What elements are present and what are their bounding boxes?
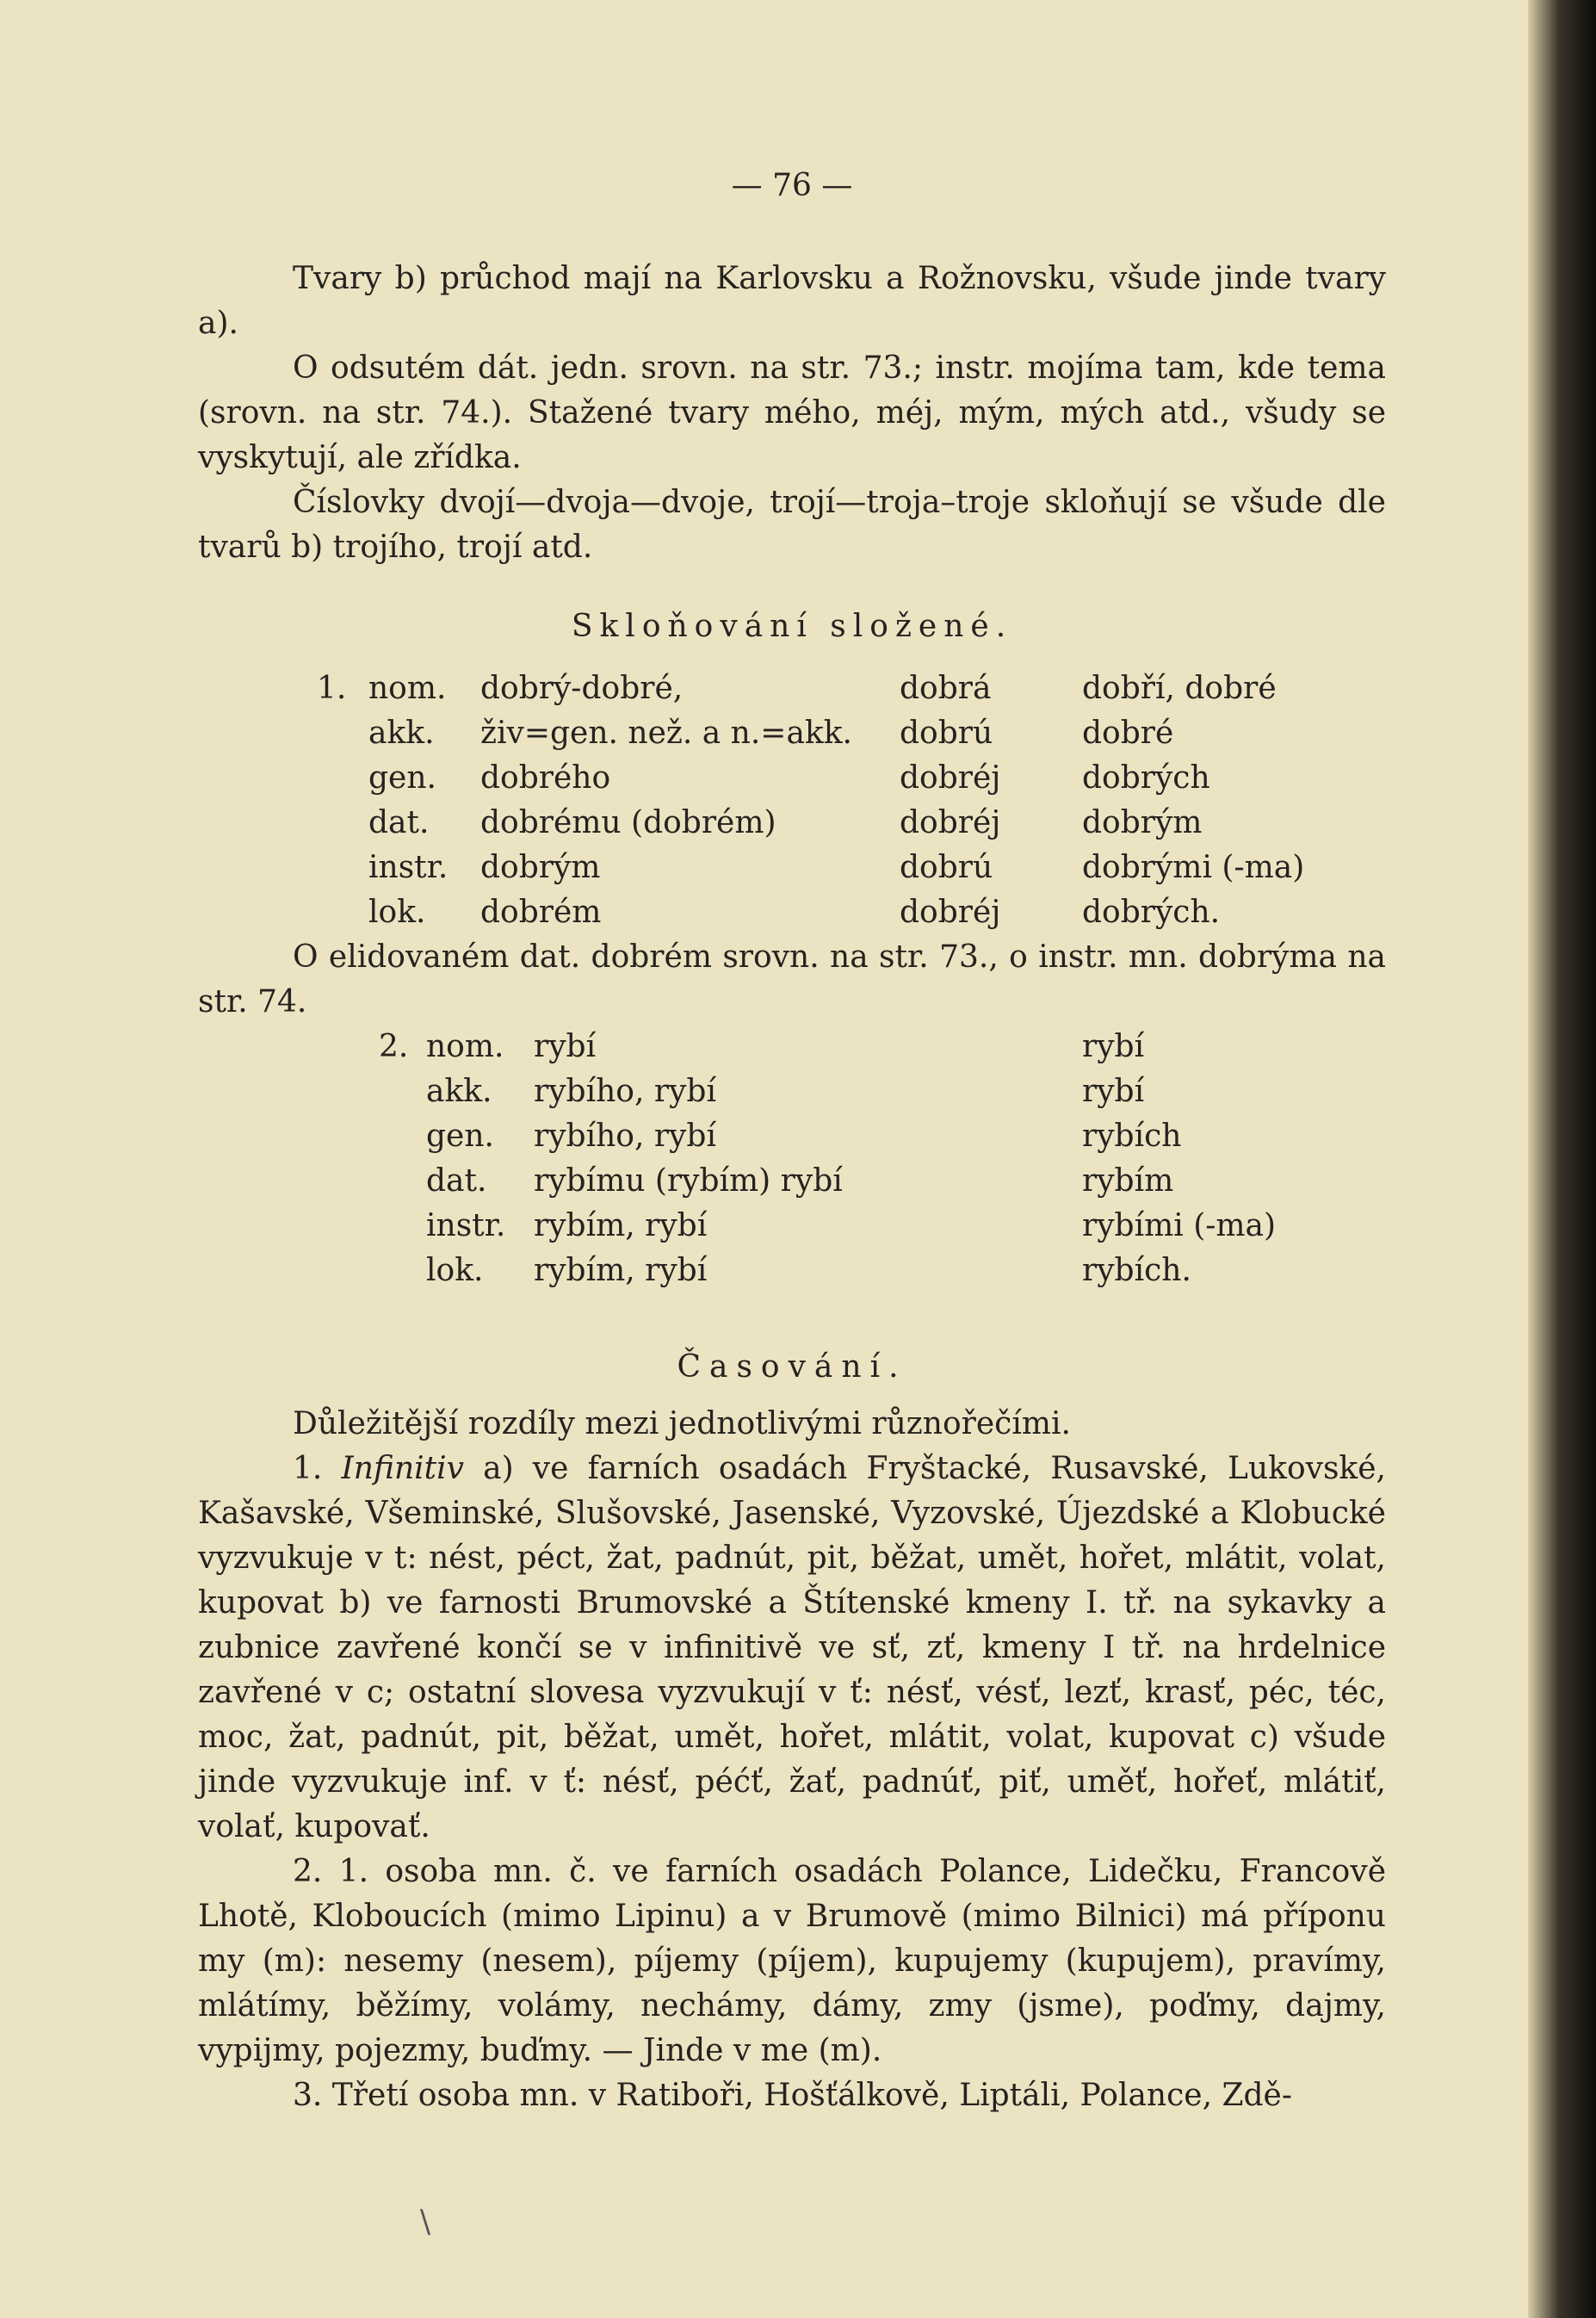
form-plural: dobré — [1082, 716, 1174, 751]
paragraph-infinitive-text: a) ve farních osadách Fryštacké, Rusavské, Lukovské, Kašavské, Všeminské, Slušovské, Jasenské, Vyzovské, Újezdské a Klobucké vyzvukuje v t: nést, péct, žat, padnút, pit, běžat, umět, hořet, mlátit, volat, kupovat b) ve farnosti Brumovské a Štítenské kmeny I. tř. na sykavky a zubnice zavřené končí se v infinitivě ve sť, zť, kmeny I tř. na hrdelnice zavřené v c; ostatní slovesa vyzvukují v ť: nésť, vésť, lezť, krasť, péc, téc, moc, žat, padnút, pit, běžat, umět, hořet, mlátit, volat, kupovat c) všude jinde vyzvukuje inf. v ť: nésť, péćť, žať, padnúť, piť, uměť, hořeť, mlátiť, volať, kupovať. — [198, 1451, 1386, 1844]
form-plural: dobrými (-ma) — [1082, 850, 1305, 885]
form-singular: rybího, rybí — [534, 1074, 716, 1109]
paragraph-first-person-plural: 2. 1. osoba mn. č. ve farních osadách Polance, Lidečku, Francově Lhotě, Kloboucích (mimo Lipinu) a v Brumově (mimo Bilnici) má příponu my (m): nesemy (nesem), píjemy (píjem), kupujemy (kupujem), pravímy, mlátímy, běžímy, volámy, nechámy, dámy, zmy (jsme), poďmy, dajmy, vypijmy, pojezmy, buďmy. — Jinde v me (m). — [198, 1854, 1386, 2068]
form-singular: rybím, rybí — [534, 1208, 708, 1243]
row-number: 1. — [317, 671, 347, 706]
declension-row — [379, 1114, 1276, 1159]
margin-mark: \ — [420, 2204, 431, 2240]
form-masculine: dobrém — [480, 895, 602, 930]
intro-paragraph-2: O odsutém dát. jedn. srovn. na str. 73.; instr. mojíma tam, kde tema (srovn. na str. 74.). Stažené tvary mého, méj, mým, mých atd., všudy se vyskytují, ale zřídka. — [198, 350, 1386, 475]
form-singular: rybím, rybí — [534, 1253, 708, 1288]
intro-paragraph-3: Číslovky dvojí—dvoja—dvoje, trojí—troja–troje skloňují se všude dle tvarů b) trojího, trojí atd. — [198, 485, 1386, 565]
form-plural: rybích — [1082, 1119, 1182, 1154]
paragraph-infinitive — [198, 1447, 1386, 1850]
row-number — [317, 846, 368, 890]
form-feminine: dobrá — [900, 671, 992, 706]
case-label: lok. — [368, 895, 426, 930]
form-masculine: dobrý-dobré, — [480, 671, 684, 706]
form-singular: rybí — [534, 1029, 597, 1064]
text-block — [198, 164, 1386, 2118]
form-feminine: dobrú — [900, 850, 993, 885]
row-number — [317, 711, 368, 756]
form-feminine: dobréj — [900, 805, 1001, 840]
row-number: 2. — [379, 1029, 409, 1064]
form-plural: dobrých. — [1082, 895, 1221, 930]
declension-row — [317, 846, 1304, 890]
book-binding-shadow — [1528, 0, 1596, 2318]
form-plural: rybí — [1082, 1074, 1145, 1109]
form-plural: dobrých — [1082, 760, 1210, 796]
case-label: dat. — [426, 1163, 487, 1199]
declension-row — [317, 801, 1304, 846]
case-label: nom. — [426, 1029, 504, 1064]
case-label: instr. — [368, 850, 448, 885]
declension-row — [317, 756, 1304, 801]
form-masculine: dobrého — [480, 760, 611, 796]
term-infinitiv: Infinitiv — [341, 1451, 464, 1486]
form-plural: rybích. — [1082, 1253, 1191, 1288]
note-elided-dative: O elidovaném dat. dobrém srovn. na str. 73., o instr. mn. dobrýma na str. 74. — [198, 939, 1386, 1020]
form-plural: rybími (-ma) — [1082, 1208, 1277, 1243]
row-number — [379, 1114, 426, 1159]
case-label: gen. — [368, 760, 436, 796]
declension-row — [379, 1069, 1276, 1114]
form-plural: dobrým — [1082, 805, 1203, 840]
case-label: dat. — [368, 805, 430, 840]
form-singular: rybího, rybí — [534, 1119, 716, 1154]
paragraph-third-person-plural: 3. Třetí osoba mn. v Ratiboři, Hošťálkově, Liptáli, Polance, Zdě- — [293, 2078, 1292, 2113]
conjugation-lead: Důležitější rozdíly mezi jednotlivými různořečími. — [293, 1406, 1071, 1441]
form-plural: rybí — [1082, 1029, 1145, 1064]
declension-row — [317, 711, 1304, 756]
row-number — [379, 1069, 426, 1114]
form-feminine: dobrú — [900, 716, 993, 751]
case-label: gen. — [426, 1119, 494, 1154]
row-number — [317, 890, 368, 935]
declension-row — [379, 1159, 1276, 1204]
row-number — [317, 756, 368, 801]
declension-row — [379, 1249, 1276, 1293]
case-label: nom. — [368, 671, 447, 706]
form-masculine: dobrým — [480, 850, 601, 885]
declension-row — [379, 1204, 1276, 1249]
form-masculine: dobrému (dobrém) — [480, 805, 776, 840]
form-feminine: dobréj — [900, 895, 1001, 930]
row-number — [379, 1249, 426, 1293]
row-number — [379, 1204, 426, 1249]
section-heading-conjugation: Časování. — [677, 1349, 907, 1385]
section-heading-declension: Skloňování složené. — [571, 609, 1013, 644]
paragraph-number: 1. — [293, 1451, 323, 1486]
form-plural: dobří, dobré — [1082, 671, 1277, 706]
form-singular: rybímu (rybím) rybí — [534, 1163, 843, 1199]
intro-paragraph-1: Tvary b) průchod mají na Karlovsku a Rožnovsku, všude jinde tvary a). — [198, 261, 1386, 341]
form-plural: rybím — [1082, 1163, 1174, 1199]
form-masculine: živ=gen. než. a n.=akk. — [480, 716, 852, 751]
row-number — [379, 1159, 426, 1204]
declension-table-2 — [379, 1025, 1276, 1293]
case-label: akk. — [368, 716, 435, 751]
declension-row — [317, 890, 1304, 935]
declension-row — [317, 666, 1304, 711]
case-label: instr. — [426, 1208, 506, 1243]
case-label: akk. — [426, 1074, 492, 1109]
declension-row — [379, 1025, 1276, 1069]
row-number — [317, 801, 368, 846]
case-label: lok. — [426, 1253, 484, 1288]
page-number: — 76 — — [731, 168, 853, 203]
form-feminine: dobréj — [900, 760, 1001, 796]
declension-table-1 — [317, 666, 1304, 935]
